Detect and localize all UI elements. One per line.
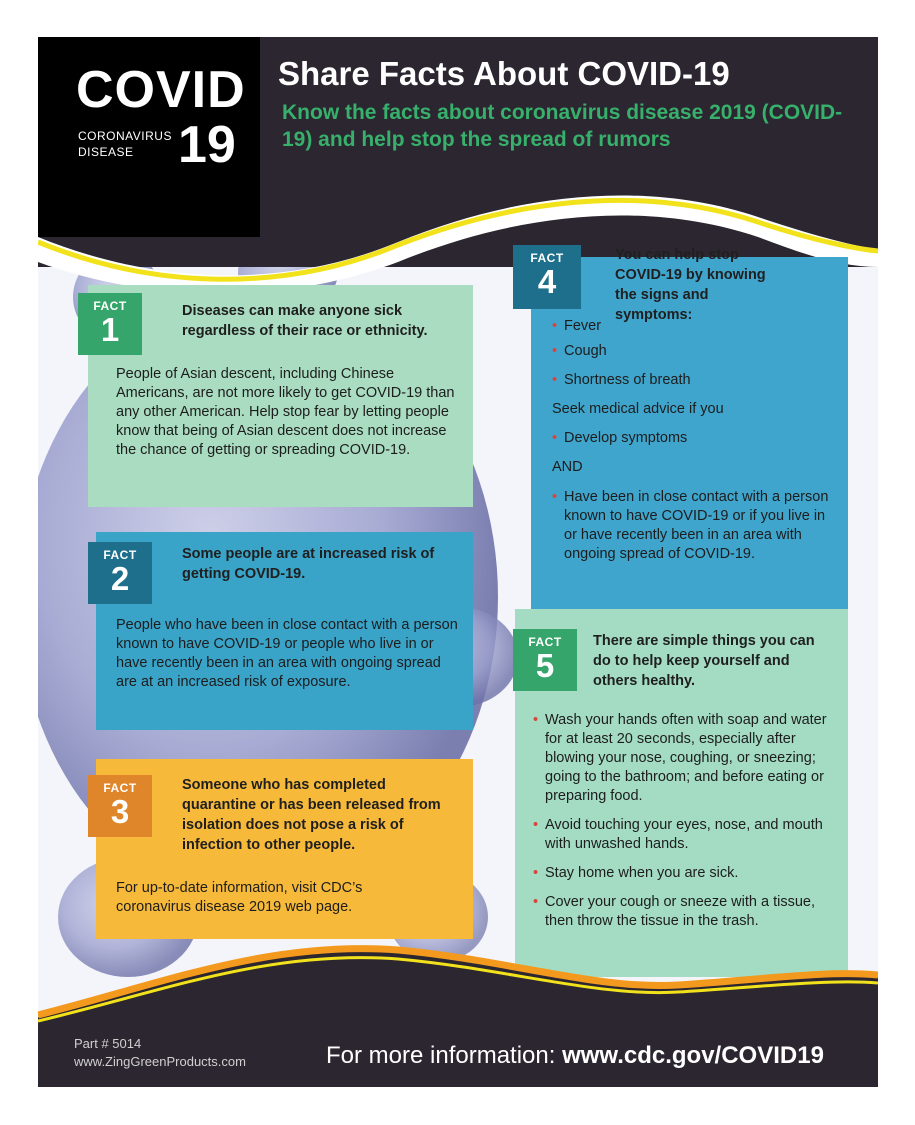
- fact-3-body: For up-to-date information, visit CDC’s coronavirus disease 2019 web page.: [116, 880, 363, 915]
- fact-3-number: 3: [110, 793, 130, 830]
- fact-2-label: FACT: [103, 548, 137, 562]
- manufacturer-site: www.ZingGreenProducts.com: [74, 1054, 246, 1069]
- symptom-item: • Shortness of breath: [552, 371, 837, 390]
- logo-word: COVID: [76, 61, 246, 119]
- page-title: Share Facts About COVID-19: [278, 55, 730, 92]
- fact-2-number: 2: [110, 560, 130, 597]
- and-text: AND: [552, 459, 583, 475]
- tip-item: • Avoid touching your eyes, nose, and mouth with unwashed hands.: [533, 816, 833, 854]
- fact-4-label: FACT: [530, 251, 564, 265]
- fact-1-label: FACT: [93, 299, 127, 313]
- fact-4-heading: You can help stop COVID-19 by knowing the signs and symptoms:: [615, 247, 766, 323]
- fact-3-label: FACT: [103, 781, 137, 795]
- logo-number: 19: [178, 116, 236, 174]
- fact-4-number: 4: [537, 263, 557, 300]
- fact-3-heading: Someone who has completed quarantine or has been released from isolation does not pose a risk of infection to other people.: [182, 777, 441, 853]
- footer-wave: [38, 37, 878, 1087]
- tip-item: • Wash your hands often with soap and water for at least 20 seconds, especially after blowing your nose, coughing, or sneezing; going to the bathroom; and before eating or preparing food.: [533, 711, 833, 806]
- condition-item: • Have been in close contact with a person known to have COVID-19 or if you live in or have recently been in an area with ongoing spread of COVID-19.: [552, 488, 837, 564]
- fact-1-number: 1: [100, 311, 120, 348]
- fact-5-label: FACT: [528, 635, 562, 649]
- cdc-link: www.cdc.gov/COVID19: [562, 1042, 824, 1069]
- fact-5-number: 5: [535, 647, 555, 684]
- fact-5-heading: There are simple things you can do to help keep yourself and others healthy.: [593, 633, 815, 689]
- fact-1-heading: Diseases can make anyone sick regardless of their race or ethnicity.: [182, 303, 428, 339]
- symptom-item: • Cough: [552, 342, 837, 361]
- footer: [38, 987, 878, 1087]
- fact-2-body: People who have been in close contact with a person known to have COVID-19 or people who live in or have recently been in an area with ongoing spread are at an increased risk of exposure.: [116, 617, 458, 690]
- more-info-prefix: For more information:: [326, 1042, 563, 1069]
- tip-item: • Stay home when you are sick.: [533, 864, 833, 883]
- medical-advice-text: Seek medical advice if you: [552, 401, 724, 417]
- part-info: [74, 1035, 246, 1071]
- part-number: Part # 5014: [74, 1036, 142, 1051]
- more-info: [326, 1042, 824, 1070]
- tip-item: • Cover your cough or sneeze with a tissue, then throw the tissue in the trash.: [533, 893, 833, 931]
- poster: [38, 37, 878, 1087]
- page-subtitle: Know the facts about coronavirus disease 2019 (COVID-19) and help stop the spread of rumors: [282, 101, 843, 151]
- condition-item: • Develop symptoms: [552, 429, 837, 448]
- symptom-item: • Fever: [552, 317, 837, 336]
- fact-2-heading: Some people are at increased risk of getting COVID-19.: [182, 546, 435, 582]
- fact-1-body: People of Asian descent, including Chinese Americans, are not more likely to get COVID-19 than any other American. Help stop fear by letting people know that being of Asian descent does not increase the chance of getting or spreading COVID-19.: [116, 366, 455, 458]
- logo-subtext: CORONAVIRUS DISEASE: [78, 129, 172, 159]
